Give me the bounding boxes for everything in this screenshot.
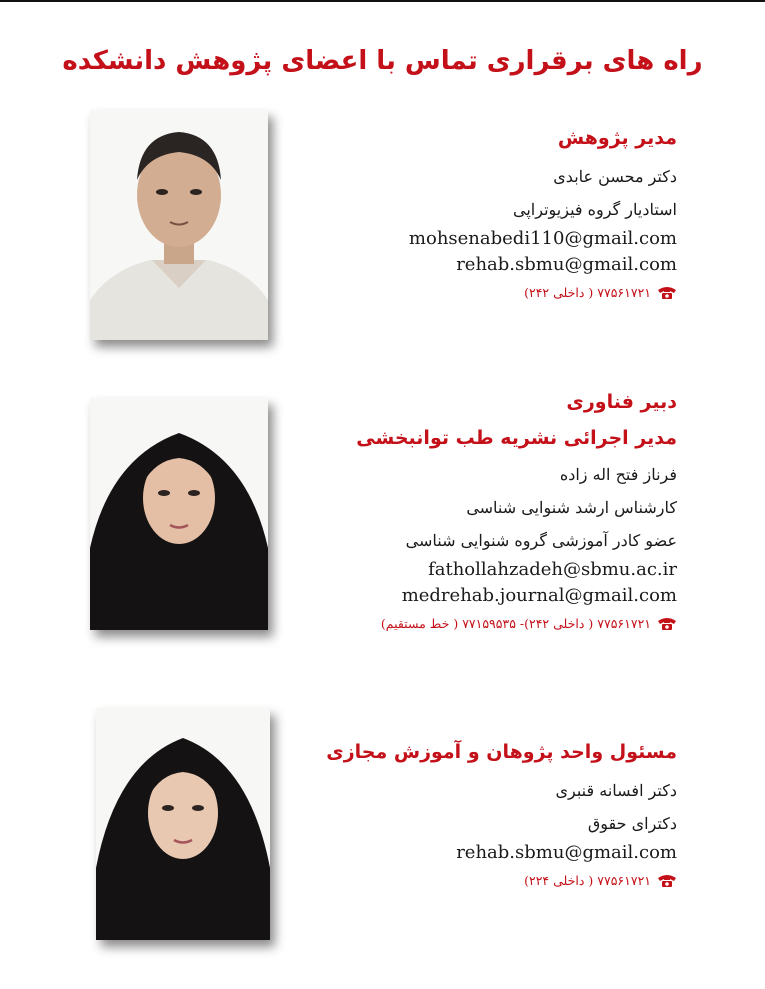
person-name: دکتر افسانه قنبری (555, 781, 677, 800)
phone-line[interactable] (409, 280, 677, 306)
phone-number: ۷۷۵۶۱۷۲۱ ( داخلی ۲۴۲) (524, 285, 651, 300)
person-position: استادیار گروه فیزیوتراپی (513, 200, 677, 219)
email-link[interactable]: mohsenabedi110@gmail.com (408, 228, 677, 249)
page-title: راه های برقراری تماس با اعضای پژوهش دانشکده (62, 46, 703, 76)
person-name: فرناز فتح اله زاده (559, 465, 677, 484)
phone-number: ۷۷۵۶۱۷۲۱ ( داخلی ۲۴۲)- ۷۷۱۵۹۵۳۵ ( خط مستقیم) (380, 616, 651, 631)
contact-card (356, 384, 677, 637)
contact-card (409, 120, 677, 306)
photo-research-director (90, 110, 268, 340)
email-link[interactable]: medrehab.journal@gmail.com (401, 585, 677, 606)
role-title: مدیر اجرائی نشریه طب توانبخشی (356, 427, 677, 449)
email-link[interactable]: rehab.sbmu@gmail.com (456, 254, 677, 275)
email-link[interactable]: fathollahzadeh@sbmu.ac.ir (428, 559, 677, 580)
role-title: مسئول واحد پژوهان و آموزش مجازی (326, 741, 677, 763)
top-border (0, 0, 765, 2)
phone-line[interactable] (326, 868, 677, 894)
person-position: دکترای حقوق (587, 814, 677, 833)
role-title: دبیر فناوری (566, 391, 677, 413)
contact-card (326, 734, 677, 894)
photo-virtual-education-officer (96, 708, 270, 940)
phone-number: ۷۷۵۶۱۷۲۱ ( داخلی ۲۲۴) (524, 873, 651, 888)
telephone-icon (657, 617, 677, 631)
role-title: مدیر پژوهش (557, 127, 677, 149)
portrait-man-icon (90, 110, 268, 340)
person-position: کارشناس ارشد شنوایی شناسی (466, 498, 677, 517)
photo-technology-secretary (90, 398, 268, 630)
portrait-woman-icon (96, 708, 270, 940)
phone-line[interactable] (356, 611, 677, 637)
telephone-icon (657, 874, 677, 888)
telephone-icon (657, 286, 677, 300)
person-position: عضو کادر آموزشی گروه شنوایی شناسی (405, 531, 677, 550)
person-name: دکتر محسن عابدی (553, 167, 677, 186)
email-link[interactable]: rehab.sbmu@gmail.com (456, 842, 677, 863)
portrait-woman-icon (90, 398, 268, 630)
